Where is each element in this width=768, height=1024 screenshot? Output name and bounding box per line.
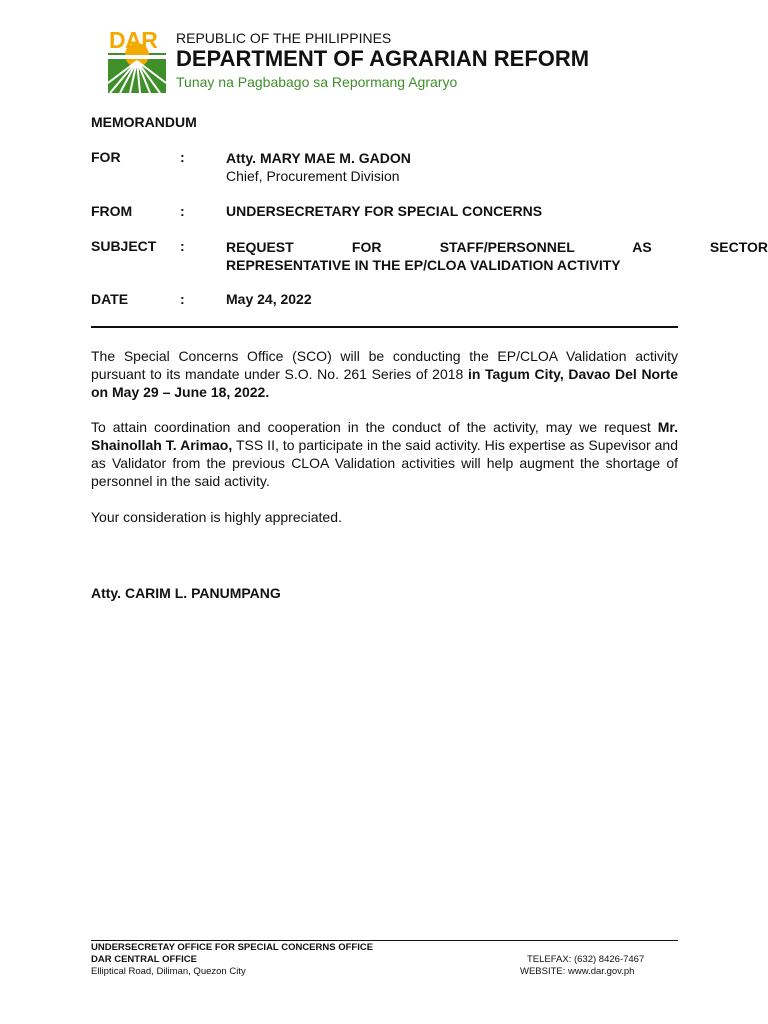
from-label: FROM [91, 203, 133, 219]
body-paragraph-2 [91, 418, 678, 490]
memo-title: MEMORANDUM [91, 114, 197, 130]
date-colon: : [180, 291, 185, 307]
republic-line: REPUBLIC OF THE PHILIPPINES [176, 30, 392, 46]
signatory-name: Atty. CARIM L. PANUMPANG [91, 585, 281, 601]
logo-wordmark: DAR [109, 27, 158, 53]
body-paragraph-3 [91, 508, 678, 526]
footer-central-office: DAR CENTRAL OFFICE [91, 954, 197, 965]
for-name: Atty. MARY MAE M. GADON [226, 150, 411, 166]
footer-address: Elliptical Road, Diliman, Quezon City [91, 966, 246, 977]
subject-colon: : [180, 238, 185, 254]
from-value: UNDERSECRETARY FOR SPECIAL CONCERNS [226, 203, 543, 219]
p2-text-a: To attain coordination and cooperation in the conduct of the activity, may we request [91, 419, 658, 435]
footer-telefax: TELEFAX: (632) 8426-7467 [527, 954, 645, 965]
date-label: DATE [91, 291, 129, 307]
footer-website: WEBSITE: www.dar.gov.ph [520, 966, 635, 977]
header-divider [91, 326, 678, 328]
p2-nominee: Mr. Shainollah T. Arimao, [91, 419, 678, 453]
p1-text: The Special Concerns Office (SCO) will be conducting the EP/CLOA Validation activity pursuant to its mandate under S.O. No. 261 Series of 2018 [91, 348, 678, 382]
subject-line-2: REPRESENTATIVE IN THE EP/CLOA VALIDATION ACTIVITY [226, 257, 621, 273]
footer-office: UNDERSECRETAY OFFICE FOR SPECIAL CONCERNS OFFICE [91, 942, 374, 953]
subject-line-1: REQUEST FOR STAFF/PERSONNEL AS SECTOR [226, 239, 768, 255]
for-position: Chief, Procurement Division [226, 168, 400, 184]
footer-divider [91, 940, 678, 941]
footer-office-block [91, 942, 373, 978]
p1-location-dates: in Tagum City, Davao Del Norte on May 29 – June 18, 2022. [91, 366, 678, 400]
body-paragraph-1 [91, 347, 678, 401]
subject-label: SUBJECT [91, 238, 157, 254]
p3-text: Your consideration is highly appreciated. [91, 509, 342, 525]
department-name: DEPARTMENT OF AGRARIAN REFORM [176, 46, 590, 71]
from-colon: : [180, 203, 185, 219]
for-label: FOR [91, 149, 121, 165]
date-value: May 24, 2022 [226, 291, 312, 307]
p2-text-b: TSS II, to participate in the said activity. His expertise as Supevisor and as Validator from the previous CLOA Validation activities will help augment the shortage of personnel in the said activity. [91, 437, 678, 489]
footer-contact-block [520, 954, 644, 978]
for-colon: : [180, 149, 185, 165]
for-value [226, 149, 678, 185]
subject-value [226, 238, 768, 274]
department-tagline: Tunay na Pagbabago sa Repormang Agraryo [176, 74, 458, 90]
